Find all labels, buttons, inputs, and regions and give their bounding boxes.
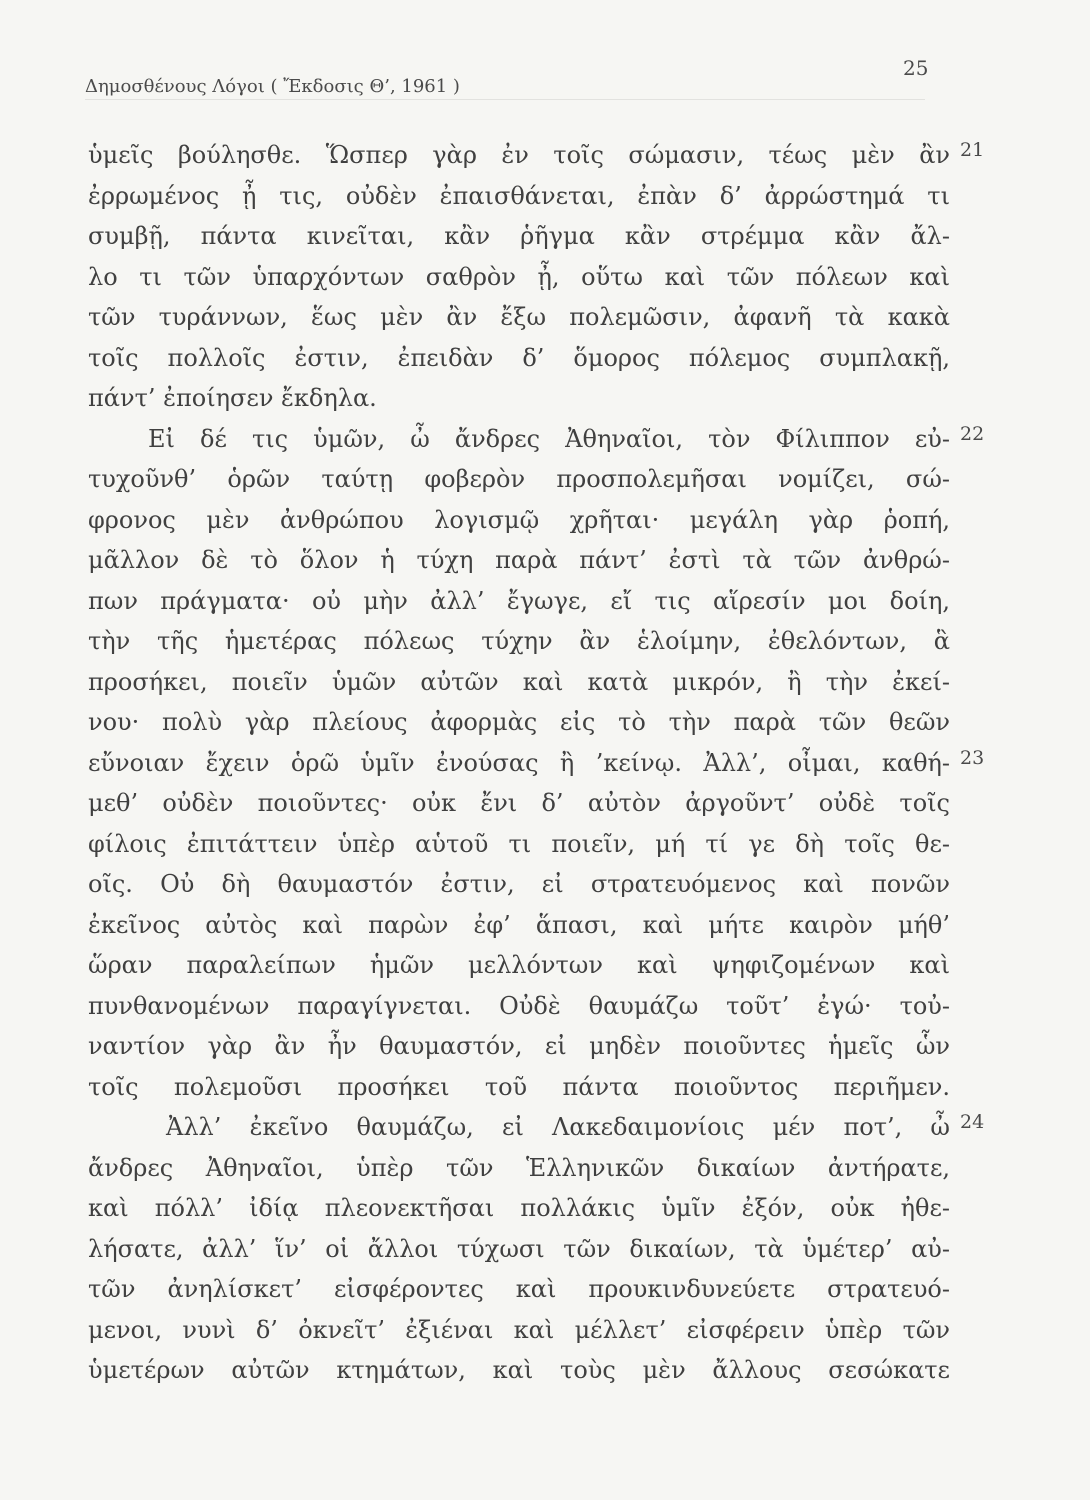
text-line [88, 1107, 985, 1148]
text-line-content: Ἀλλ’ ἐκεῖνο θαυμάζω, εἰ Λακεδαιμονίοις μέν ποτ’, ὦ [166, 1113, 950, 1141]
text-line [88, 621, 950, 662]
text-line [88, 1310, 950, 1351]
text-line-content: τὴν τῆς ἡμετέρας πόλεως τύχην ἂν ἑλοίμην, ἐθελόντων, ἃ [88, 627, 950, 655]
text-line-content: ὥραν παραλείπων ἡμῶν μελλόντων καὶ ψηφιζομένων καὶ [88, 951, 950, 979]
text-line-content: φρονος μὲν ἀνθρώπου λογισμῷ χρῆται· μεγάλη γὰρ ῥοπή, [88, 505, 950, 534]
text-line-content: φίλοις ἐπιτάττειν ὑπὲρ αὑτοῦ τι ποιεῖν, μή τί γε δὴ τοῖς θε- [88, 829, 950, 858]
text-line [88, 1269, 950, 1310]
text-line-content: συμβῇ, πάντα κινεῖται, κἂν ῥῆγμα κἂν στρέμμα κἂν ἄλ- [88, 222, 950, 250]
text-line [88, 662, 950, 703]
text-line-content: τοῖς πολλοῖς ἐστιν, ἐπειδὰν δ’ ὅμορος πόλεμος συμπλακῇ, [88, 343, 950, 372]
text-line [88, 378, 950, 419]
section-number: 23 [960, 746, 985, 769]
text-line-content: τυχοῦνθ’ ὁρῶν ταύτῃ φοβερὸν προσπολεμῆσαι νομίζει, σώ- [88, 465, 950, 493]
text-line-content: τοῖς πολεμοῦσι προσήκει τοῦ πάντα ποιοῦντος περιῆμεν. [88, 1072, 950, 1101]
text-line [88, 257, 950, 298]
text-line [88, 581, 950, 622]
text-line-content: εὔνοιαν ἔχειν ὁρῶ ὑμῖν ἐνούσας ἢ ’κείνῳ. Ἀλλ’, οἶμαι, καθή- [88, 748, 950, 777]
text-line-content: ναντίον γὰρ ἂν ἦν θαυμαστόν, εἰ μηδὲν ποιοῦντες ἡμεῖς ὧν [88, 1032, 950, 1060]
text-line-content: λήσατε, ἀλλ’ ἵν’ οἱ ἄλλοι τύχωσι τῶν δικαίων, τὰ ὑμέτερ’ αὐ- [88, 1234, 950, 1263]
text-line-content: καὶ πόλλ’ ἰδίᾳ πλεονεκτῆσαι πολλάκις ὑμῖν ἐξόν, οὐκ ἠθε- [88, 1194, 950, 1222]
text-line [88, 986, 950, 1027]
text-line [88, 1148, 950, 1189]
text-line [88, 1188, 950, 1229]
text-line [88, 864, 950, 905]
text-line-content: νου· πολὺ γὰρ πλείους ἀφορμὰς εἰς τὸ τὴν παρὰ τῶν θεῶν [88, 708, 950, 736]
text-line-content: τῶν τυράννων, ἕως μὲν ἂν ἔξω πολεμῶσιν, ἀφανῆ τὰ κακὰ [88, 303, 950, 331]
text-line [88, 135, 985, 176]
text-line [88, 297, 950, 338]
text-line [88, 783, 950, 824]
page-number: 25 [903, 56, 929, 80]
header-divider [85, 99, 925, 100]
text-line [88, 540, 950, 581]
text-line-content: ἐρρωμένος ᾖ τις, οὐδὲν ἐπαισθάνεται, ἐπὰν δ’ ἀρρώστημά τι [88, 181, 950, 210]
text-line-content: ἄνδρες Ἀθηναῖοι, ὑπὲρ τῶν Ἑλληνικῶν δικαίων ἀντήρατε, [88, 1153, 950, 1182]
text-line [88, 702, 950, 743]
text-line [88, 459, 950, 500]
text-line-content: τῶν ἀνηλίσκετ’ εἰσφέροντες καὶ προυκινδυνεύετε στρατευό- [88, 1275, 950, 1303]
section-number: 22 [960, 422, 985, 445]
text-line [88, 500, 950, 541]
text-line-content: Εἰ δέ τις ὑμῶν, ὦ ἄνδρες Ἀθηναῖοι, τὸν Φίλιππον εὐ- [148, 424, 950, 453]
section-number: 21 [960, 139, 985, 161]
text-line-content: προσήκει, ποιεῖν ὑμῶν αὐτῶν καὶ κατὰ μικρόν, ἢ τὴν ἐκεί- [88, 667, 950, 696]
text-line-content: πυνθανομένων παραγίγνεται. Οὐδὲ θαυμάζω τοῦτ’ ἐγώ· τοὐ- [88, 991, 950, 1020]
text-line [88, 1350, 950, 1391]
text-line-content: πων πράγματα· οὐ μὴν ἀλλ’ ἔγωγε, εἴ τις αἵρεσίν μοι δοίη, [88, 586, 950, 615]
text-line [88, 1026, 950, 1067]
text-line [88, 905, 950, 946]
running-head: Δημοσθένους Λόγοι ( Ἔκδοσις Θ’, 1961 ) [85, 76, 460, 97]
text-line [88, 824, 950, 865]
text-line-content: πάντ’ ἐποίησεν ἔκδηλα. [88, 384, 377, 412]
text-line-content: ὑμεῖς βούλησθε. Ὥσπερ γὰρ ἐν τοῖς σώμασιν, τέως μὲν ἂν [88, 141, 950, 169]
text-line [88, 176, 950, 217]
text-line-content: ἐκεῖνος αὐτὸς καὶ παρὼν ἐφ’ ἅπασι, καὶ μήτε καιρὸν μήθ’ [88, 910, 950, 939]
text-line [88, 216, 950, 257]
text-line [88, 338, 950, 379]
section-number: 24 [960, 1111, 985, 1133]
text-line [88, 1067, 950, 1108]
text-line-content: μᾶλλον δὲ τὸ ὅλον ἡ τύχη παρὰ πάντ’ ἐστὶ τὰ τῶν ἀνθρώ- [88, 546, 950, 574]
text-line-content: μεθ’ οὐδὲν ποιοῦντες· οὐκ ἔνι δ’ αὐτὸν ἀργοῦντ’ οὐδὲ τοῖς [88, 789, 950, 817]
text-line-content: ὑμετέρων αὐτῶν κτημάτων, καὶ τοὺς μὲν ἄλλους σεσώκατε [88, 1356, 950, 1384]
text-body [88, 135, 985, 1391]
text-line-content: λο τι τῶν ὑπαρχόντων σαθρὸν ᾖ, οὕτω καὶ τῶν πόλεων καὶ [88, 262, 950, 291]
text-line-content: μενοι, νυνὶ δ’ ὀκνεῖτ’ ἐξιέναι καὶ μέλλετ’ εἰσφέρειν ὑπὲρ τῶν [88, 1315, 950, 1344]
text-line [88, 419, 985, 460]
text-line [88, 1229, 950, 1270]
text-line [88, 945, 950, 986]
text-line-content: οῖς. Οὐ δὴ θαυμαστόν ἐστιν, εἰ στρατευόμενος καὶ πονῶν [88, 870, 950, 898]
text-line [88, 743, 985, 784]
